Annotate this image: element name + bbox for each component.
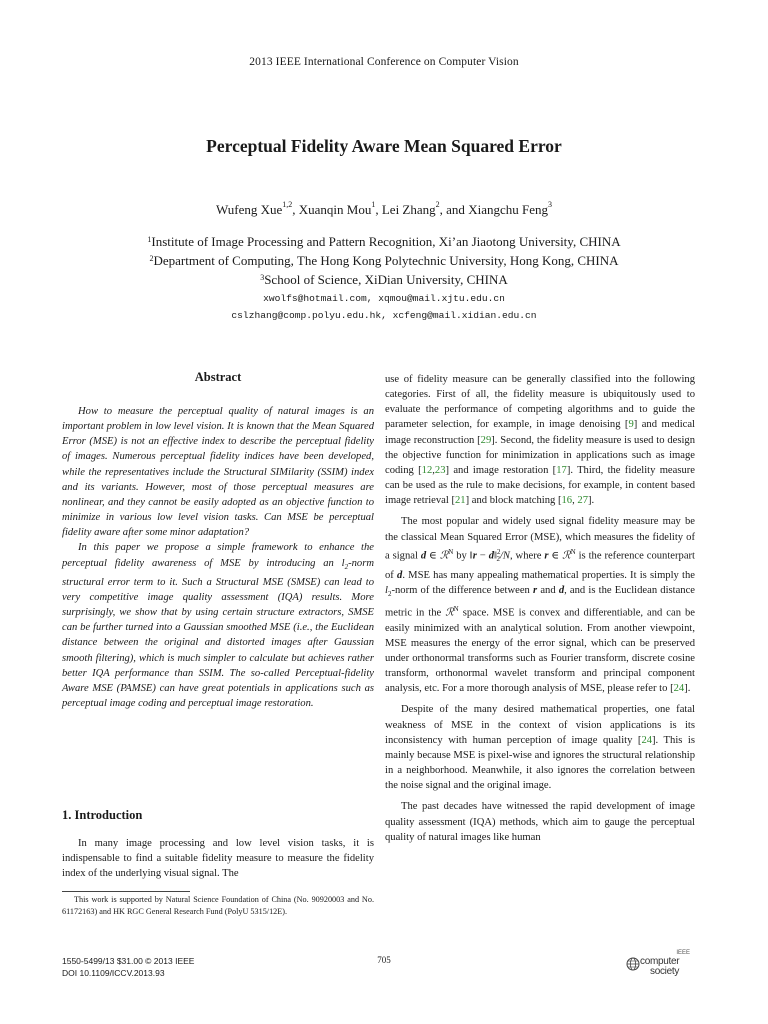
text-run: ∈	[548, 550, 563, 562]
citation-link[interactable]: 24	[641, 734, 653, 746]
logo-ieee-text: IEEE	[676, 950, 690, 956]
math-symbol: ℛ	[439, 550, 449, 562]
text-run: ].	[684, 683, 691, 695]
text-run: ,	[432, 464, 435, 476]
text-run: ∈	[426, 550, 440, 562]
affil-mark: 1	[147, 235, 152, 244]
text-run: and	[537, 584, 559, 596]
globe-icon	[626, 957, 640, 971]
math-symbol: l	[385, 584, 388, 596]
math-superscript: 2	[496, 547, 501, 556]
math-superscript: N	[453, 604, 459, 613]
email-line: cslzhang@comp.polyu.edu.hk, xcfeng@mail.xidian.edu.cn	[231, 310, 537, 321]
author-name: Lei Zhang	[381, 202, 436, 217]
author-affil-mark: 2	[435, 200, 440, 209]
abstract-body	[62, 404, 374, 711]
citation-link[interactable]: 9	[628, 419, 634, 431]
footnote	[62, 894, 374, 917]
abstract-heading: Abstract	[194, 370, 242, 384]
math-symbol: r	[544, 550, 549, 562]
footnote-rule	[62, 891, 190, 892]
logo-line2: society	[650, 966, 680, 977]
math-symbol: d	[420, 550, 427, 562]
text-run: ‖	[493, 550, 497, 562]
citation-link[interactable]: 23	[434, 464, 446, 476]
citation-link[interactable]: 16	[561, 495, 573, 507]
text-run: ].	[587, 495, 595, 507]
math-superscript: N	[570, 547, 576, 556]
math-symbol: l	[341, 557, 345, 569]
author-name: Wufeng Xue	[216, 202, 283, 217]
affiliation-line	[0, 251, 768, 270]
citation-link[interactable]: 21	[455, 495, 466, 507]
body-paragraph	[385, 514, 695, 696]
text-run: The most popular and widely used signal fidelity measure may be the classical Mean Squared Error (MSE), which measures the fidelity of a signal	[385, 516, 695, 562]
abstract-paragraph	[62, 540, 374, 711]
math-superscript: N	[448, 547, 454, 556]
body-paragraph	[385, 702, 695, 793]
text-run: ,	[572, 495, 578, 507]
text-run: , where	[509, 550, 545, 562]
intro-paragraph: In many image processing and low level vision tasks, it is indispensable to find a suitable fidelity measure to measure the fidelity index of the underlying visual signal. The	[62, 838, 374, 880]
email-line: xwolfs@hotmail.com, xqmou@mail.xjtu.edu.cn	[263, 293, 505, 304]
author-name: Xiangchu Feng	[468, 202, 548, 217]
text-run: −	[476, 550, 489, 562]
math-symbol: r	[533, 584, 538, 596]
body-paragraph: The past decades have witnessed the rapid development of image quality assessment (IQA) methods, which aim to gauge the perceptual quality of natural images like human	[385, 801, 695, 843]
citation-link[interactable]: 12	[421, 464, 433, 476]
math-symbol: d	[558, 584, 565, 596]
affil-mark: 3	[260, 273, 265, 282]
introduction-body	[62, 836, 374, 881]
computer-society-logo	[622, 948, 702, 982]
author-name: Xuanqin Mou	[298, 202, 372, 217]
section-heading-introduction: 1. Introduction	[62, 808, 143, 822]
math-symbol: d	[397, 569, 403, 581]
math-symbol: ℛ	[562, 550, 571, 562]
text-run: , and is the Euclidean distance metric in the	[385, 584, 696, 619]
author-list: Wufeng Xue$^{1,2}$, Xuanqin Mou$^1$, Lei Zhang$^2$, and Xiangchu Feng$^3$	[216, 200, 552, 217]
text-run: ] and block matching [	[465, 495, 562, 507]
right-column	[385, 372, 695, 845]
email-list	[0, 290, 768, 324]
text-run: ]. Third, the fidelity measure can be used as the rule to make decisions, for example, in content based image retrieval [	[385, 464, 695, 507]
citation-link[interactable]: 17	[556, 464, 567, 476]
text-run: is the reference counterpart of	[385, 550, 695, 581]
text-run: ]. Second, the fidelity measure is used to design the objective function for minimization in applications such as image coding [	[385, 434, 696, 476]
text-run: by ‖	[453, 550, 473, 562]
math-subscript: 2	[387, 589, 392, 598]
math-symbol: ℛ	[445, 607, 454, 619]
logo-line1: computer	[640, 956, 680, 967]
text-run: -norm structural error term to it. Such a Structural MSE (SMSE) can lead to very competitive image quality assessment (IQA) results. More surprisingly, we show that by using certain structure extractors, SMSE can be further turned into a Gaussian smoothed MSE (i.e., the Euclidean distance between the original and distorted images after Gaussian smooth filtering), which is much simpler to calculate but achieves rather better IQA performance than SSIM. The so-called Perceptual-fidelity Aware MSE (PAMSE) can have great potentials in applications such as perceptual image coding and perceptual image restoration.	[62, 557, 374, 710]
text-run: ] and medical image reconstruction [	[385, 419, 695, 446]
math-symbol: /N	[499, 550, 510, 562]
affiliation-line	[0, 270, 768, 289]
doi-line[interactable]: DOI 10.1109/ICCV.2013.93	[62, 968, 165, 978]
affil-mark: 2	[149, 254, 154, 263]
page-number: 705	[377, 955, 391, 965]
text-run: use of fidelity measure can be generally classified into the following categories. First of all, the fidelity measure is ubiquitously used to evaluate the performance of competing algorithms and to guide the parameter selection, for example, in image denoising [	[385, 374, 695, 431]
footnote-text: This work is supported by Natural Science Foundation of China (No. 90920003 and No. 61172163) and HK RGC General Research Fund (PolyU 5315/12E).	[62, 895, 374, 916]
text-run: -norm of the difference between	[391, 584, 534, 596]
abstract-paragraph: How to measure the perceptual quality of natural images is an important problem in low level vision. It is known that the Mean Squared Error (MSE) is not an effective index to describe the perceptual fidelity of images. Numerous perceptual fidelity indices have been developed, while the representatives include the Structural SIMilarity (SSIM) index and its variants. However, most of those perceptual measures are nonlinear, and they cannot be easily adopted as an objective function to minimize in various low level vision tasks. Can MSE be perceptual fidelity aware after some minor adaptation?	[62, 406, 374, 539]
math-subscript: 2	[496, 555, 500, 564]
math-symbol: d	[488, 550, 494, 562]
text-run: In this paper we propose a simple framework to enhance the perceptual fidelity awareness of MSE by introducing an	[62, 542, 374, 569]
issn-line: 1550-5499/13 $31.00 © 2013 IEEE	[62, 956, 195, 966]
author-affil-mark: 1,2	[282, 200, 293, 209]
text-run: Despite of the many desired mathematical properties, one fatal weakness of MSE in the context of vision applications is its inconsistency with human perception of image quality [	[385, 704, 695, 746]
conference-header: 2013 IEEE International Conference on Computer Vision	[249, 56, 519, 68]
paper-title: Perceptual Fidelity Aware Mean Squared Error	[206, 136, 562, 156]
author-affil-mark: 3	[547, 200, 552, 209]
text-run: ] and image restoration [	[445, 464, 557, 476]
text-run: ]. This is mainly because MSE is pixel-wise and ignores the structural relationship in a neighborhood. Meanwhile, it also ignores the correlation between the noise signal and the original image.	[385, 734, 695, 792]
math-symbol: r	[472, 550, 477, 562]
math-subscript: 2	[344, 562, 349, 571]
affil-text: Institute of Image Processing and Pattern Recognition, Xi’an Jiaotong University, CHINA	[151, 234, 621, 249]
citation-link[interactable]: 29	[480, 434, 492, 446]
affil-text: Department of Computing, The Hong Kong Polytechnic University, Hong Kong, CHINA	[153, 253, 619, 268]
affiliations	[0, 232, 768, 289]
author-affil-mark: 1	[371, 200, 376, 209]
citation-link[interactable]: 27	[577, 495, 588, 507]
text-run: space. MSE is convex and differentiable, and can be easily minimized with an analytical solution. From another viewpoint, MSE measures the energy of the error signal, which can be preserved under orthonormal transforms such as Fourier transform, discrete cosine transform, orthonormal wavelet transform and principal component analysis, etc. For a more thorough analysis of MSE, please refer to [	[385, 607, 695, 695]
text-run: . MSE has many appealing mathematical properties. It is simply the	[402, 569, 695, 581]
affiliation-line	[0, 232, 768, 251]
affil-text: School of Science, XiDian University, CHINA	[264, 272, 508, 287]
citation-link[interactable]: 24	[673, 683, 685, 695]
body-paragraph	[385, 372, 695, 508]
